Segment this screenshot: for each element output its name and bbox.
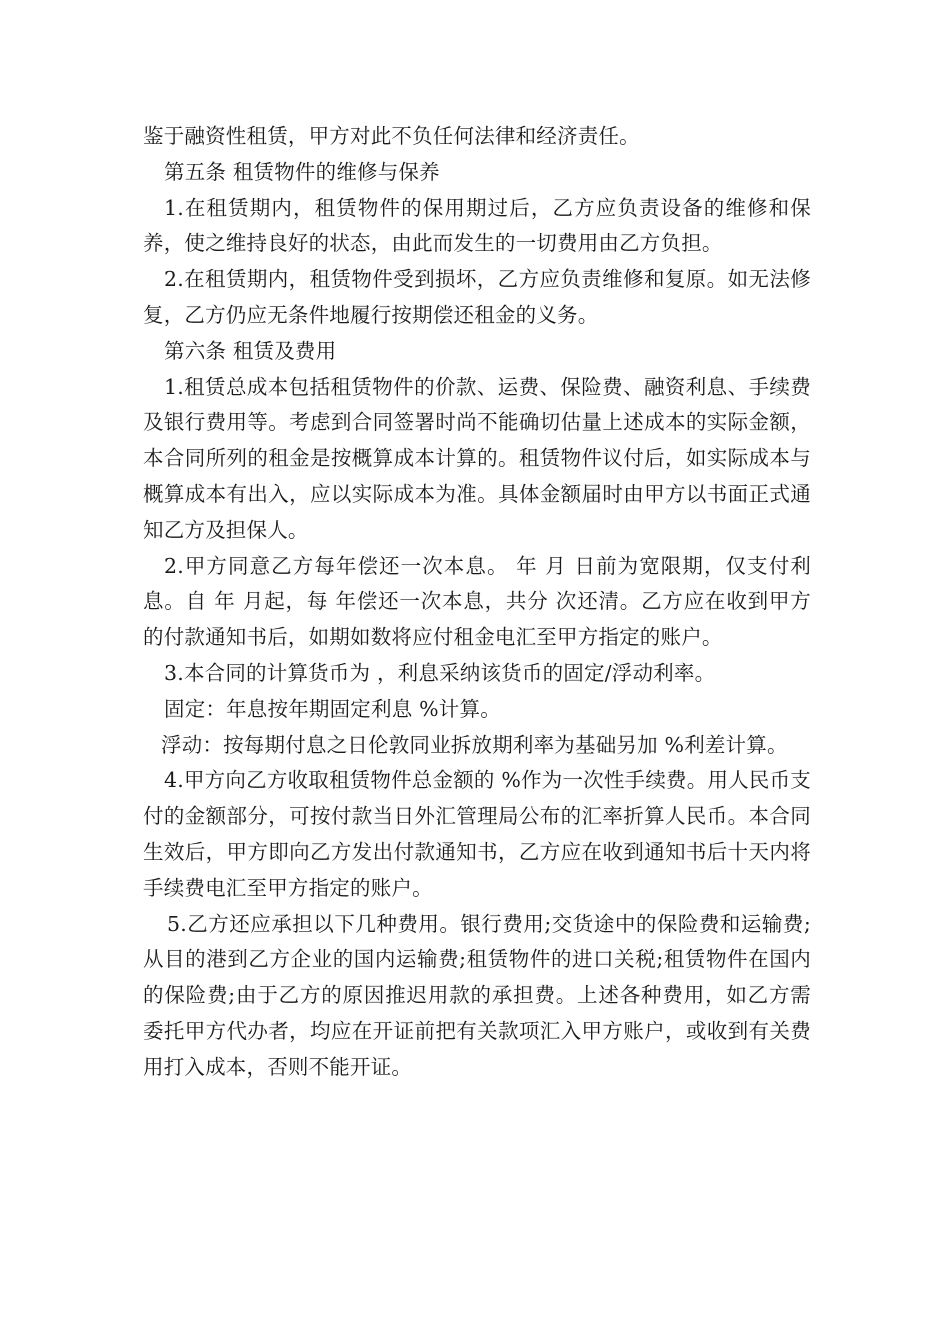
heading-article-5: 第五条 租赁物件的维修与保养 — [164, 159, 440, 184]
paragraph-5-1-maintenance: 1.在租赁期内，租赁物件的保用期过后，乙方应负责设备的维修和保养，使之维持良好的状态，由此而发生的一切费用由乙方负担。 — [143, 195, 811, 256]
paragraph-6-3-currency: 3.本合同的计算货币为 ，利息采纳该货币的固定/浮动利率。 — [164, 660, 716, 685]
paragraph-5-2-damage: 2.在租赁期内，租赁物件受到损坏，乙方应负责维修和复原。如无法修复，乙方仍应无条件地履行按期偿还租金的义务。 — [143, 267, 811, 327]
paragraph-6-4-handling-fee: 4.甲方向乙方收取租赁物件总金额的 %作为一次性手续费。用人民币支付的金额部分，可按付款当日外汇管理局公布的汇率折算人民币。本合同生效后，甲方即向乙方发出付款通知书，乙方应在收到通知书后十天内将手续费电汇至甲方指定的账户。 — [143, 768, 811, 900]
paragraph-liability-disclaimer: 鉴于融资性租赁，甲方对此不负任何法律和经济责任。 — [143, 124, 640, 148]
paragraph-6-1-total-cost: 1.租赁总成本包括租赁物件的价款、运费、保险费、融资利息、手续费及银行费用等。考虑到合同签署时尚不能确切估量上述成本的实际金额，本合同所列的租金是按概算成本计算的。租赁物件议付后，如实际成本与概算成本有出入，应以实际成本为准。具体金额届时由甲方以书面正式通知乙方及担保人。 — [143, 374, 811, 542]
heading-article-6: 第六条 租赁及费用 — [164, 338, 337, 363]
paragraph-6-2-repayment: 2.甲方同意乙方每年偿还一次本息。 年 月 日前为宽限期，仅支付利息。自 年 月起，每 年偿还一次本息，共分 次还清。乙方应在收到甲方的付款通知书后，如期如数将应付租金电汇至甲方指定的账户。 — [143, 553, 811, 650]
paragraph-floating-rate: 浮动：按每期付息之日伦敦同业拆放期利率为基础另加 %利差计算。 — [161, 732, 788, 757]
paragraph-fixed-rate: 固定：年息按年期固定利息 %计算。 — [164, 696, 501, 721]
document-body — [143, 119, 811, 1086]
paragraph-6-5-other-fees: 5.乙方还应承担以下几种费用。银行费用;交货途中的保险费和运输费;从目的港到乙方企业的国内运输费;租赁物件的进口关税;租赁物件在国内的保险费;由于乙方的原因推迟用款的承担费。上述各种费用，如乙方需委托甲方代办者，均应在开证前把有关款项汇入甲方账户，或收到有关费用打入成本，否则不能开证。 — [143, 911, 811, 1079]
